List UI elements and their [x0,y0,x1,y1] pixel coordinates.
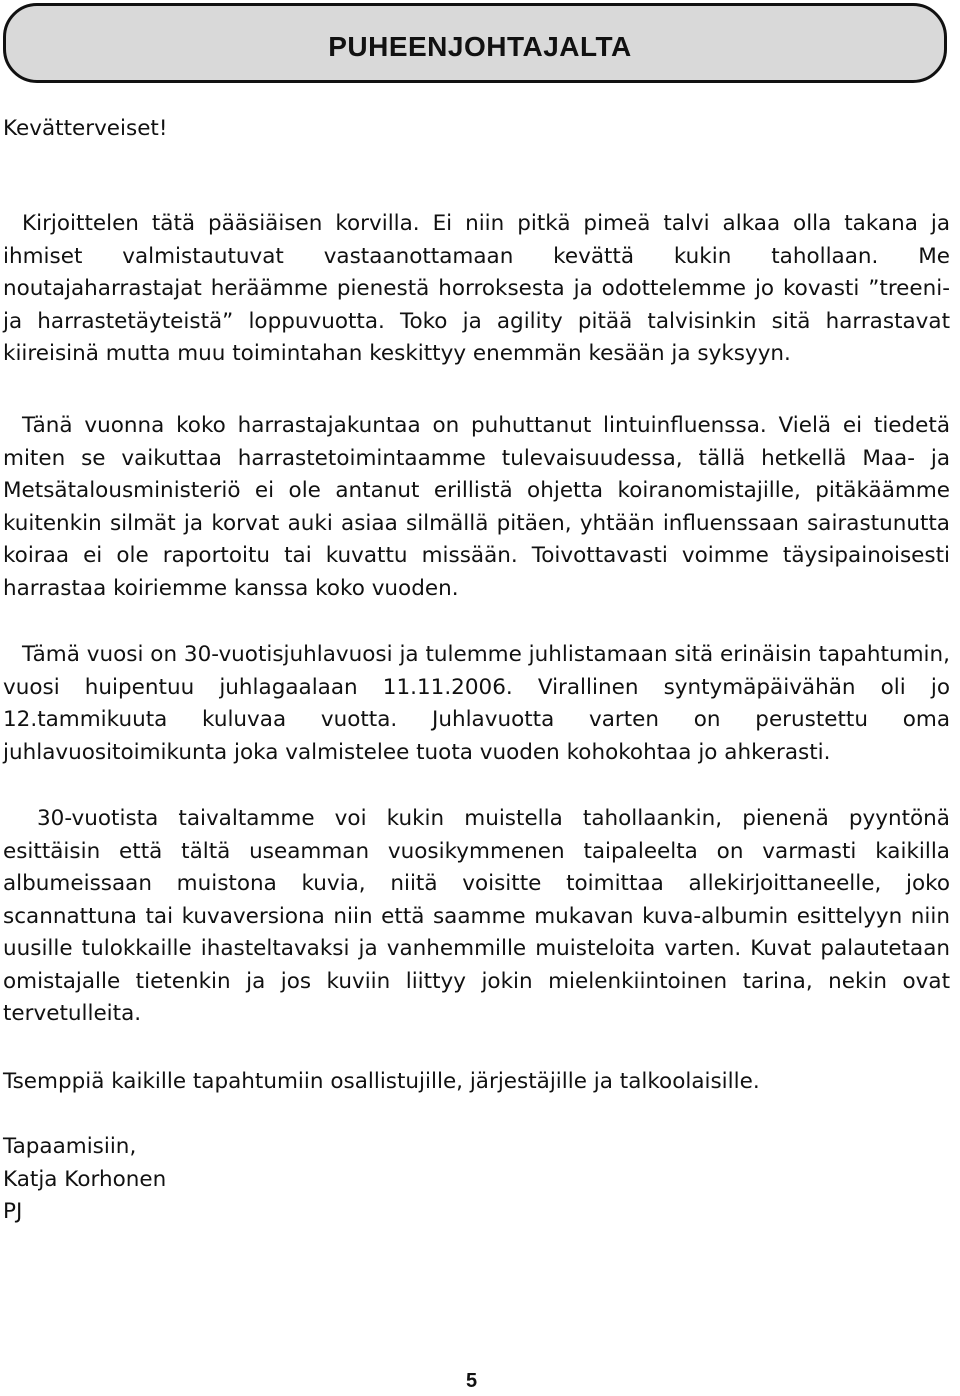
paragraph-anniversary: Tämä vuosi on 30-vuotisjuhlavuosi ja tulemme juhlistamaan sitä erinäisin tapahtumin, vuosi huipentuu juhlagaalaan 11.11.2006. Virallinen syntymäpäivähän oli jo 12.tammikuuta kuluvaa vuotta. Juhlavuotta varten on perustettu oma juhlavuositoimikunta joka valmistelee tuota vuoden kohokohtaa jo ahkerasti. [3,642,950,765]
header-banner [3,3,947,83]
closing: Tapaamisiin, [3,1134,137,1159]
paragraph-cheers: Tsemppiä kaikille tapahtumiin osallistujille, järjestäjille ja talkoolaisille. [3,1069,760,1094]
paragraph-photo-request: 30-vuotista taivaltamme voi kukin muistella tahollaankin, pienenä pyyntönä esittäisin että tältä useamman vuosikymmenen taipaleelta on varmasti kaikilla albumeissaan muistona kuvia, niitä voisitte toimittaa allekirjoittaneelle, joko scannattuna tai kuvaversiona niin että saamme mukavan kuva-albumin esittelyyn niin uusille tulokkaille ihasteltavaksi ja vanhemmille muisteloita varten. Kuvat palautetaan omistajalle tietenkin ja jos kuviin liittyy jokin mielenkiintoinen tarina, nekin ovat tervetulleita. [3,806,950,1026]
page-number: 5 [466,1370,478,1392]
page-title: PUHEENJOHTAJALTA [328,31,632,62]
paragraph-bird-flu: Tänä vuonna koko harrastajakuntaa on puhuttanut lintuinfluenssa. Vielä ei tiedetä miten se vaikuttaa harrastetoimintaamme tulevaisuudessa, tällä hetkellä Maa- ja Metsätalousministeriö ei ole antanut erillistä ohjetta koiranomistajille, pitäkäämme kuitenkin silmät ja korvat auki asiaa silmällä pitäen, yhtään influenssaan sairastunutta koiraa ei ole raportoitu tai kuvattu missään. Toivottavasti voimme täysipainoisesti harrastaa koiriemme kanssa koko vuoden. [3,413,950,601]
paragraph-spring: Kirjoittelen tätä pääsiäisen korvilla. Ei niin pitkä pimeä talvi alkaa olla takana ja ihmiset valmistautuvat vastaanottamaan kevättä kukin tahollaan. Me noutajaharrastajat heräämme pienestä horroksesta ja odottelemme jo kovasti ”treeni- ja harrastetäyteistä” loppuvuotta. Toko ja agility pitää talvisinkin sitä harrastavat kiireisinä mutta muu toimintahan keskittyy enemmän kesään ja syksyyn. [3,211,950,366]
signature-title: PJ [3,1199,23,1224]
greeting: Kevätterveiset! [3,116,168,141]
signature-name: Katja Korhonen [3,1166,167,1192]
signature-block [3,1131,166,1229]
